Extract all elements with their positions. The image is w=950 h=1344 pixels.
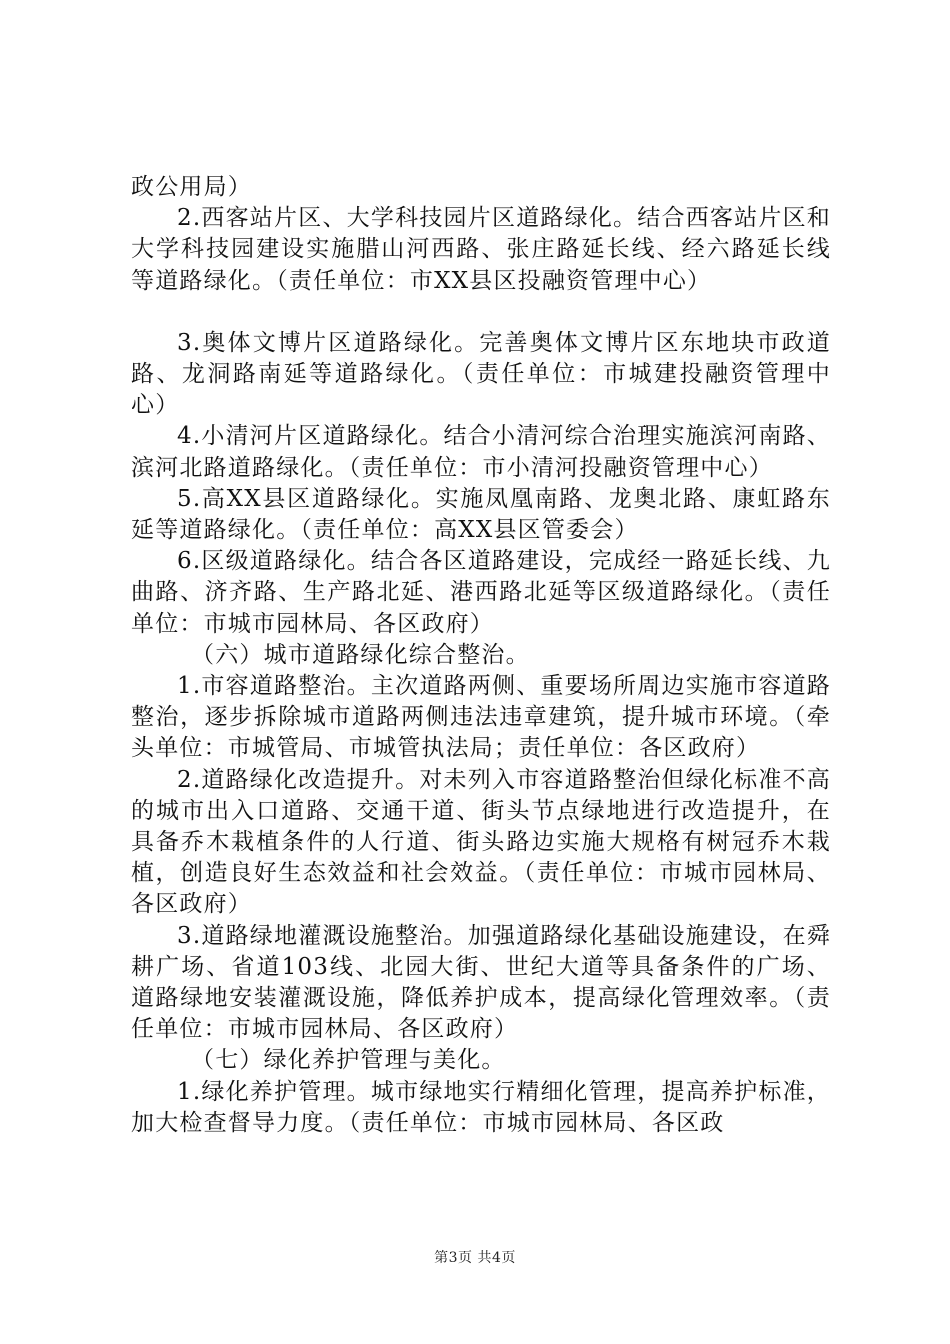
section-heading-7: （七）绿化养护管理与美化。 <box>191 1047 506 1074</box>
section-heading-6: （六）城市道路绿化综合整治。 <box>191 641 530 668</box>
page-number-footer: 第3页 共4页 <box>434 1250 516 1266</box>
paragraph-item-3: 3.奥体文博片区道路绿化。完善奥体文博片区东地块市政道路、龙洞路南延等道路绿化。（责任单位：市城建投融资管理中心） <box>131 329 831 419</box>
paragraph-item-1b: 1.绿化养护管理。城市绿地实行精细化管理，提高养护标准，加大检查督导力度。（责任单位：市城市园林局、各区政 <box>131 1078 831 1136</box>
paragraph-continued: 政公用局） <box>131 174 252 200</box>
paragraph-item-2b: 2.道路绿化改造提升。对未列入市容道路整治但绿化标准不高的城市出入口道路、交通干道、街头节点绿地进行改造提升，在具备乔木栽植条件的人行道、街头路边实施大规格有树冠乔木栽植，创造良好生态效益和社会效益。（责任单位：市城市园林局、各区政府） <box>131 766 831 918</box>
paragraph-item-3b: 3.道路绿地灌溉设施整治。加强道路绿化基础设施建设，在舜耕广场、省道103线、北园大街、世纪大道等具备条件的广场、道路绿地安装灌溉设施，降低养护成本，提高绿化管理效率。（责任单位：市城市园林局、各区政府） <box>131 922 831 1043</box>
paragraph-item-5: 5.高XX县区道路绿化。实施凤凰南路、龙奥北路、康虹路东延等道路绿化。（责任单位：高XX县区管委会） <box>131 485 831 544</box>
paragraph-item-2: 2.西客站片区、大学科技园片区道路绿化。结合西客站片区和大学科技园建设实施腊山河西路、张庄路延长线、经六路延长线等道路绿化。（责任单位：市XX县区投融资管理中心） <box>131 205 831 294</box>
paragraph-item-6: 6.区级道路绿化。结合各区道路建设，完成经一路延长线、九曲路、济齐路、生产路北延、港西路北延等区级道路绿化。（责任单位：市城市园林局、各区政府） <box>131 548 831 637</box>
paragraph-item-1: 1.市容道路整治。主次道路两侧、重要场所周边实施市容道路整治，逐步拆除城市道路两侧违法违章建筑，提升城市环境。（牵头单位：市城管局、市城管执法局；责任单位：各区政府） <box>131 673 831 762</box>
paragraph-item-4: 4.小清河片区道路绿化。结合小清河综合治理实施滨河南路、滨河北路道路绿化。（责任单位：市小清河投融资管理中心） <box>131 423 831 481</box>
document-body <box>131 172 831 1139</box>
